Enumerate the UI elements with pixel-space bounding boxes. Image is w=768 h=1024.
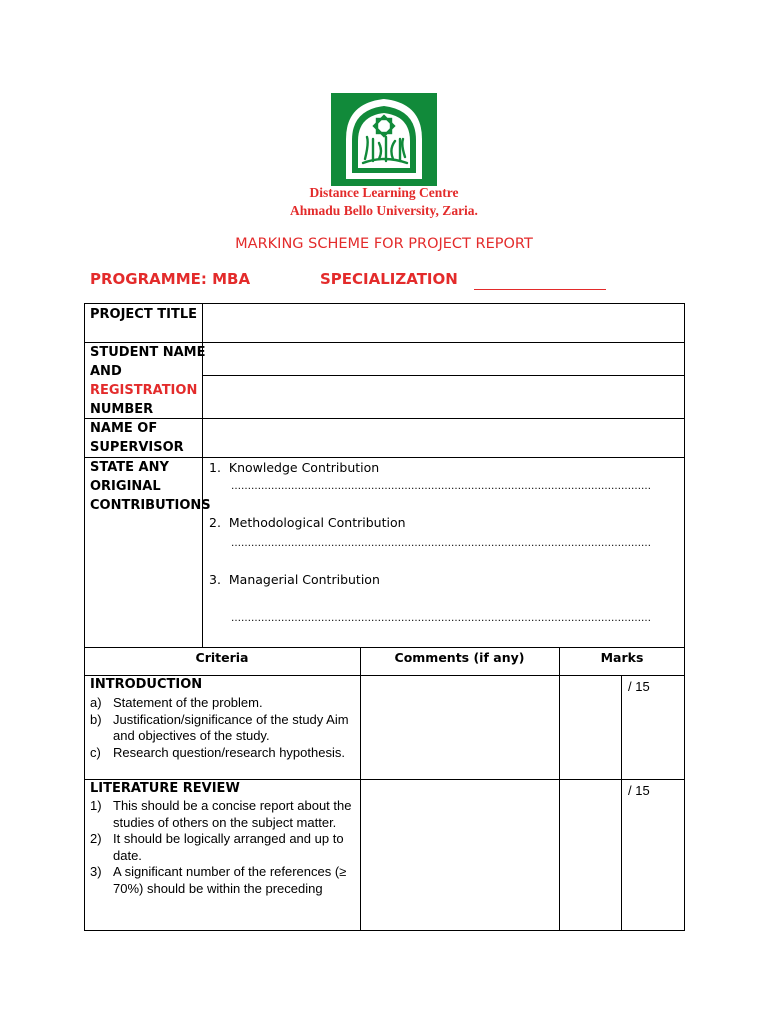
literature-review-criteria [90,798,356,897]
centre-name: Distance Learning Centre [309,185,459,200]
marks-header: Marks [600,650,644,665]
document-title: MARKING SCHEME FOR PROJECT REPORT [235,236,533,252]
crest-emblem [331,93,437,186]
list-item: a) Statement of the problem. [90,695,263,710]
student-name-label: STUDENT NAME AND REGISTRATION NUMBER [90,345,206,417]
contribution-answer-line[interactable]: ……………………………………………………………………………………………………………… [231,538,651,549]
introduction-criteria [90,695,356,761]
project-title-label: PROJECT TITLE [90,307,197,322]
list-item: c) Research question/research hypothesis. [90,744,345,760]
list-item: 1) This should be a concise report about the studies of others on the subject matter. [90,798,352,830]
contributions-label: STATE ANY ORIGINAL CONTRIBUTIONS [90,460,211,513]
introduction-marks-field[interactable] [560,676,621,779]
literature-review-max-score: / 15 [628,783,650,798]
introduction-max-score: / 15 [628,679,650,694]
programme-label: PROGRAMME: MBA [90,270,251,288]
literature-review-title: LITERATURE REVIEW [90,781,240,796]
comments-header: Comments (if any) [394,650,525,665]
contribution-answer-line[interactable]: ……………………………………………………………………………………………………………… [231,481,651,492]
specialization-label: SPECIALIZATION [320,270,458,288]
registration-number-field[interactable] [203,376,684,418]
project-title-field[interactable] [203,304,684,342]
supervisor-label: NAME OF SUPERVISOR [90,421,184,455]
contribution-answer-line[interactable]: ……………………………………………………………………………………………………………… [231,613,651,624]
registration-label: REGISTRATION [90,383,198,398]
university-name: Ahmadu Bello University, Zaria. [290,203,478,218]
literature-review-marks-field[interactable] [560,780,621,930]
list-item: b) Justification/significance of the study Aim and objectives of the study. [90,711,349,743]
contribution-item: 2. Methodological Contribution [209,515,406,530]
list-item: 2) It should be logically arranged and up to date. [90,831,344,863]
criteria-header: Criteria [195,650,249,665]
introduction-title: INTRODUCTION [90,677,203,692]
university-logo [331,93,437,186]
literature-review-comments-field[interactable] [361,780,559,930]
contribution-item: 1. Knowledge Contribution [209,460,380,475]
introduction-comments-field[interactable] [361,676,559,779]
contribution-item: 3. Managerial Contribution [209,572,380,587]
supervisor-field[interactable] [203,419,684,457]
specialization-blank[interactable] [474,289,606,290]
student-name-field[interactable] [203,343,684,375]
list-item: 3) A significant number of the references (≥ 70%) should be within the preceding [90,864,347,896]
